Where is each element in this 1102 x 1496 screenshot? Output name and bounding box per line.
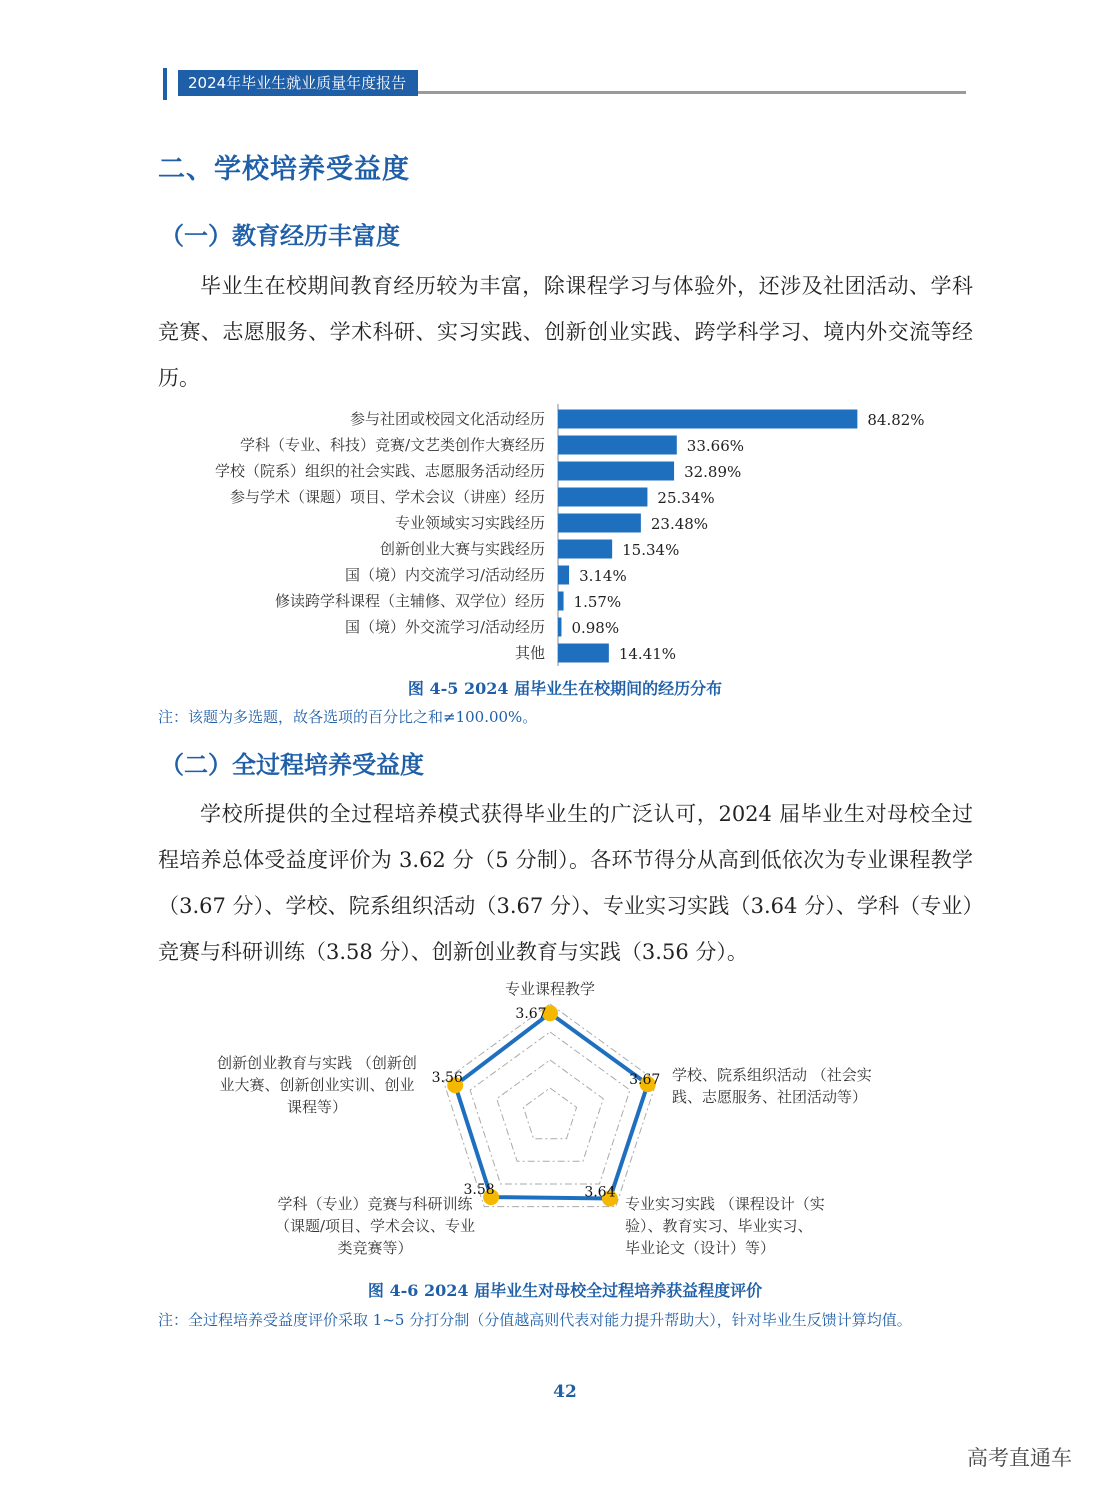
subsection-title-1: （一）教育经历丰富度 bbox=[160, 222, 400, 250]
bar bbox=[558, 514, 641, 533]
radar-axis-label: 学校、院系组织活动 （社会实践、志愿服务、社团活动等） bbox=[672, 1066, 872, 1106]
radar-grid-ring bbox=[497, 1060, 604, 1161]
benefit-radar-chart bbox=[190, 972, 910, 1272]
radar-series-line bbox=[455, 1013, 648, 1198]
bar-category-label: 修读跨学科课程（主辅修、双学位）经历 bbox=[274, 592, 545, 610]
paragraph-1: 毕业生在校期间教育经历较为丰富，除课程学习与体验外，还涉及社团活动、学科竞赛、志愿服务、学术科研、实习实践、创新创业实践、跨学科学习、境内外交流等经历。 bbox=[158, 274, 973, 390]
bar-category-label: 其他 bbox=[514, 644, 545, 662]
bar-category-label: 创新创业大赛与实践经历 bbox=[379, 540, 545, 558]
radar-value-label: 3.58 bbox=[463, 1182, 495, 1199]
bar-category-label: 学科（专业、科技）竞赛/文艺类创作大赛经历 bbox=[239, 436, 545, 454]
bar bbox=[558, 410, 857, 429]
bar-value-label: 1.57% bbox=[573, 593, 622, 611]
figure-caption-1: 图 4-5 2024 届毕业生在校期间的经历分布 bbox=[407, 679, 723, 698]
radar-value-label: 3.67 bbox=[629, 1072, 661, 1089]
bar bbox=[558, 436, 677, 455]
bar bbox=[558, 618, 561, 637]
radar-axis-label: 学科（专业）竞赛与科研训练（课题/项目、学术会议、专业类竞赛等） bbox=[274, 1195, 476, 1257]
bar-category-label: 国（境）外交流学习/活动经历 bbox=[344, 618, 545, 636]
paragraph-2: 学校所提供的全过程培养模式获得毕业生的广泛认可，2024 届毕业生对母校全过程培养总体受益度评价为 3.62 分（5 分制）。各环节得分从高到低依次为专业课程教学（3.67 分）、学校、院系组织活动（3.67 分）、专业实习实践（3.64 分）、学科（专业）竞赛与科研训练（3.58 分）、创新创业教育与实践（3.56 分）。 bbox=[158, 802, 973, 964]
radar-axis-label: 专业课程教学 bbox=[504, 980, 596, 998]
experience-bar-chart bbox=[158, 402, 958, 668]
bar-value-label: 23.48% bbox=[650, 515, 709, 533]
bar-value-label: 3.14% bbox=[579, 567, 627, 585]
radar-value-label: 3.56 bbox=[431, 1070, 463, 1087]
subsection-title-2: （二）全过程培养受益度 bbox=[160, 751, 424, 779]
bar-category-label: 学校（院系）组织的社会实践、志愿服务活动经历 bbox=[214, 462, 545, 480]
figure-caption-2: 图 4-6 2024 届毕业生对母校全过程培养获益程度评价 bbox=[367, 1281, 763, 1300]
bar-category-label: 专业领域实习实践经历 bbox=[394, 514, 545, 532]
bar-value-label: 0.98% bbox=[571, 619, 620, 637]
bar-category-label: 参与社团或校园文化活动经历 bbox=[349, 410, 545, 428]
radar-value-label: 3.64 bbox=[584, 1184, 616, 1201]
page-number: 42 bbox=[553, 1382, 577, 1402]
bar bbox=[558, 540, 612, 559]
bar bbox=[558, 566, 569, 585]
figure-note-2: 注：全过程培养受益度评价采取 1~5 分打分制（分值越高则代表对能力提升帮助大），针对毕业生反馈计算均值。 bbox=[158, 1311, 912, 1329]
bar-category-label: 国（境）内交流学习/活动经历 bbox=[344, 566, 545, 584]
bar bbox=[558, 488, 647, 507]
header-rule bbox=[418, 91, 966, 94]
header-title: 2024年毕业生就业质量年度报告 bbox=[178, 70, 418, 96]
bar-value-label: 84.82% bbox=[867, 411, 925, 429]
bar-value-label: 15.34% bbox=[622, 541, 680, 559]
watermark: 高考直通车 bbox=[967, 1446, 1072, 1470]
bar-category-label: 参与学术（课题）项目、学术会议（讲座）经历 bbox=[229, 488, 545, 506]
bar bbox=[558, 592, 564, 611]
radar-grid-ring bbox=[523, 1088, 576, 1139]
bar-value-label: 14.41% bbox=[618, 645, 677, 663]
bar-value-label: 33.66% bbox=[686, 437, 745, 455]
section-title: 二、学校培养受益度 bbox=[158, 154, 410, 185]
bar bbox=[558, 644, 609, 663]
radar-axis-label: 专业实习实践 （课程设计（实验）、教育实习、毕业实习、毕业论文（设计）等） bbox=[625, 1195, 825, 1257]
radar-axis-label: 创新创业教育与实践 （创新创业大赛、创新创业实训、创业课程等） bbox=[217, 1054, 417, 1116]
bar-value-label: 25.34% bbox=[657, 489, 715, 507]
radar-value-label: 3.67 bbox=[515, 1006, 547, 1023]
header-accent-bar bbox=[163, 68, 167, 100]
figure-note-1: 注：该题为多选题，故各选项的百分比之和≠100.00%。 bbox=[158, 708, 538, 726]
bar bbox=[558, 462, 674, 481]
bar-value-label: 32.89% bbox=[684, 463, 742, 481]
